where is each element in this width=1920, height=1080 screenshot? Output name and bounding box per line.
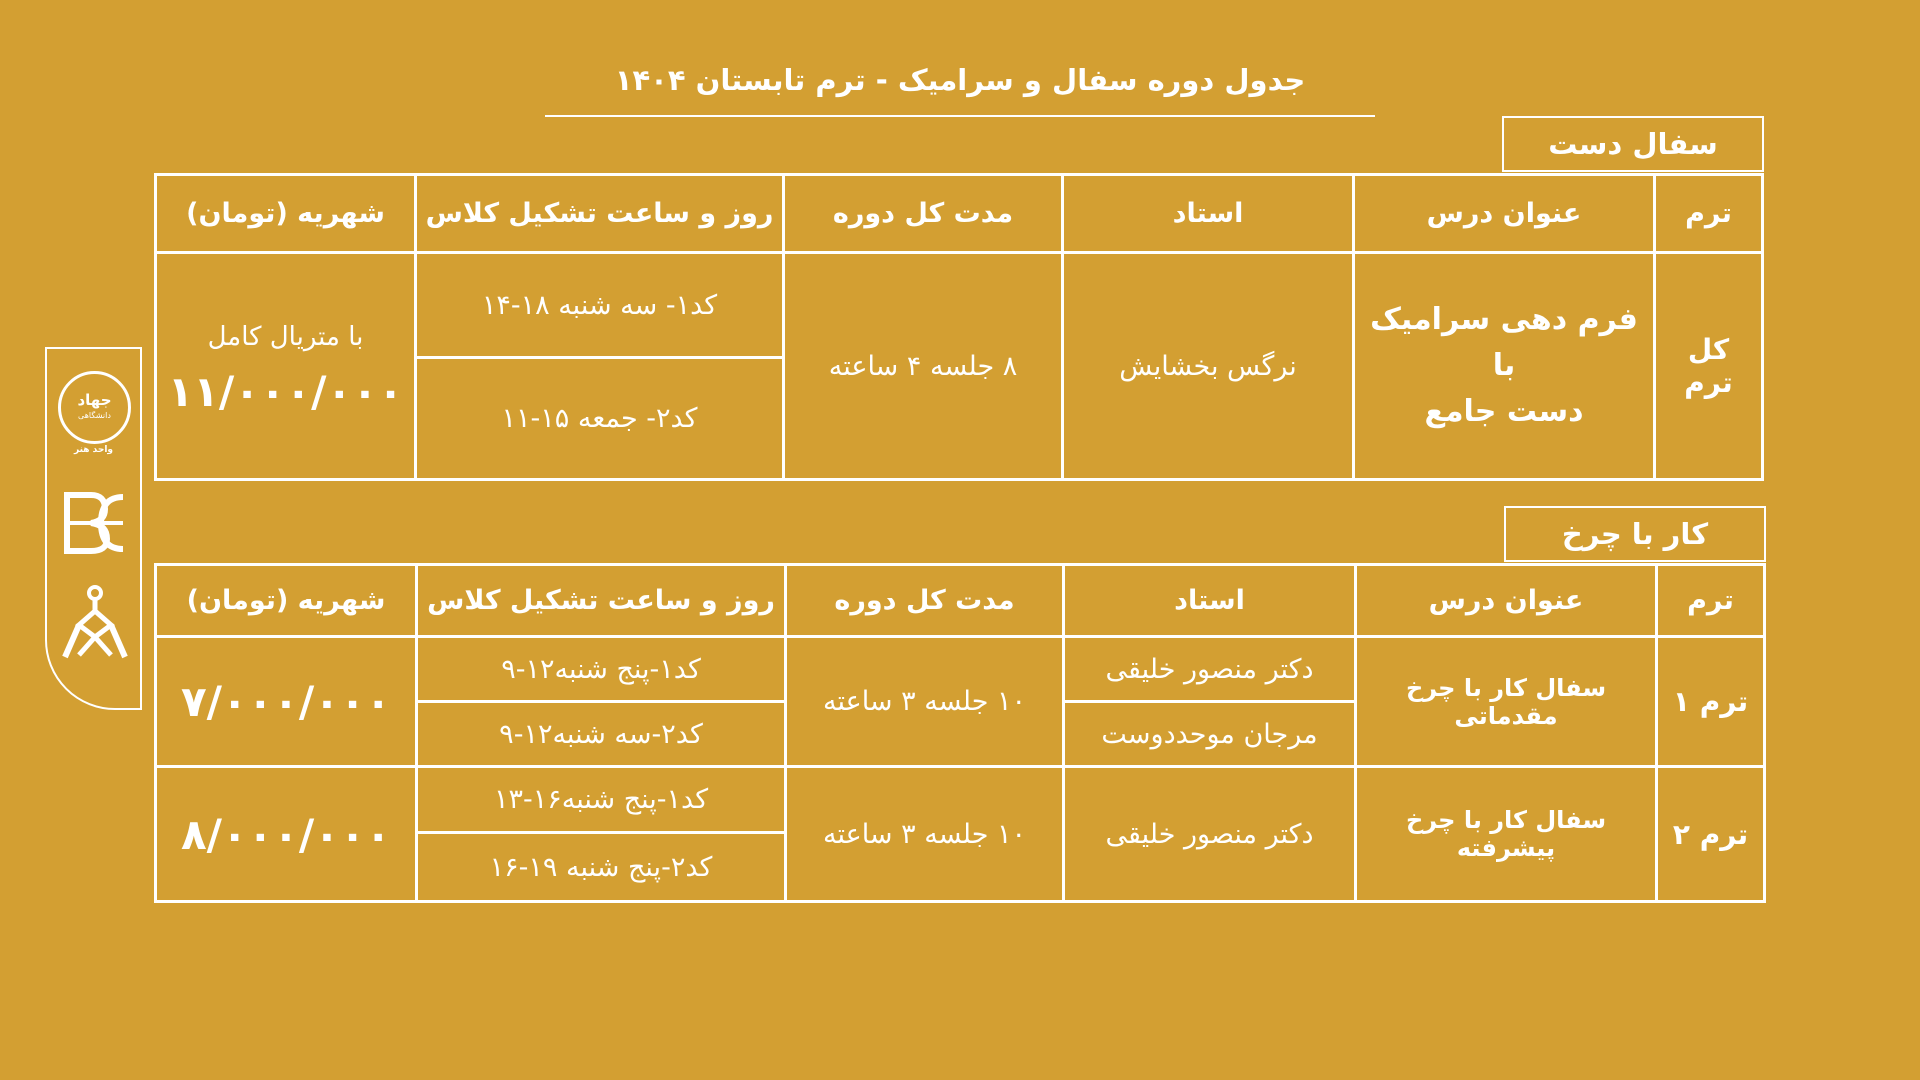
header-fee: شهریه (تومان) bbox=[186, 585, 386, 616]
header-course-title: عنوان درس bbox=[1426, 198, 1582, 229]
fee-amount: ۷/۰۰۰/۰۰۰ bbox=[180, 677, 392, 726]
schedule-slot: کد۱-پنج شنبه۱۶-۱۳ bbox=[493, 784, 709, 815]
fee-amount: ۸/۰۰۰/۰۰۰ bbox=[180, 809, 392, 859]
instructor-cell: دکتر منصور خلیقی bbox=[1105, 653, 1314, 685]
wheel-pottery-table bbox=[154, 563, 1766, 903]
instructor-cell: دکتر منصور خلیقی bbox=[1105, 818, 1314, 850]
fee-cell bbox=[157, 254, 414, 478]
term-cell: ترم ۱ bbox=[1672, 685, 1749, 718]
hand-pottery-table bbox=[154, 173, 1764, 481]
schedule-slot: کد۲-پنج شنبه ۱۹-۱۶ bbox=[489, 851, 713, 883]
header-schedule: روز و ساعت تشکیل کلاس bbox=[425, 198, 774, 229]
header-duration: مدت کل دوره bbox=[832, 198, 1014, 229]
header-duration: مدت کل دوره bbox=[834, 585, 1015, 616]
duration-cell: ۸ جلسه ۴ ساعته bbox=[828, 350, 1018, 382]
course-title-cell: سفال کار با چرخ مقدماتی bbox=[1405, 673, 1607, 730]
logo-badge-subtitle: دانشگاهی bbox=[78, 410, 111, 420]
instructor-cell: مرجان موحددوست bbox=[1101, 718, 1318, 750]
section-label-hand-pottery: سفال دست bbox=[1502, 116, 1764, 172]
header-schedule: روز و ساعت تشکیل کلاس bbox=[427, 585, 775, 616]
instructor-cell: نرگس بخشایش bbox=[1119, 350, 1297, 382]
schedule-slot: کد۲- جمعه ۱۵-۱۱ bbox=[501, 403, 698, 434]
term-cell: ترم ۲ bbox=[1672, 817, 1749, 851]
duration-cell: ۱۰ جلسه ۳ ساعته bbox=[822, 818, 1027, 850]
course-title-cell bbox=[1355, 254, 1653, 478]
header-fee: شهریه (تومان) bbox=[186, 198, 385, 229]
title-divider bbox=[545, 115, 1375, 117]
header-instructor: استاد bbox=[1172, 198, 1244, 229]
schedule-slot: کد۱- سه شنبه ۱۸-۱۴ bbox=[481, 289, 718, 321]
course-title-cell: سفال کار با چرخ پیشرفته bbox=[1405, 806, 1607, 862]
emblem-icon bbox=[58, 371, 131, 444]
header-course-title: عنوان درس bbox=[1428, 585, 1584, 616]
duration-cell: ۱۰ جلسه ۳ ساعته bbox=[822, 686, 1027, 717]
schedule-slot: کد۱-پنج شنبه۱۲-۹ bbox=[501, 653, 701, 685]
fee-amount: ۱۱/۰۰۰/۰۰۰ bbox=[167, 366, 404, 416]
schedule-slot: کد۲-سه شنبه۱۲-۹ bbox=[499, 718, 703, 750]
monogram-icon bbox=[61, 489, 129, 557]
header-term: ترم bbox=[1687, 585, 1734, 616]
course-title-line: دست جامع bbox=[1424, 394, 1584, 429]
section-label-wheel-pottery: کار با چرخ bbox=[1504, 506, 1766, 562]
header-term: ترم bbox=[1685, 198, 1732, 229]
compass-icon bbox=[61, 585, 129, 667]
logo-unit: واحد هنر bbox=[73, 445, 113, 455]
logo-panel bbox=[45, 347, 142, 710]
page-title: جدول دوره سفال و سرامیک - ترم تابستان ۱۴۰۴ bbox=[614, 63, 1306, 97]
term-cell: کل ترم bbox=[1684, 333, 1733, 399]
header-instructor: استاد bbox=[1174, 585, 1245, 616]
course-title-line: فرم دهی سرامیک با bbox=[1370, 302, 1638, 383]
logo-badge-title: جهاد bbox=[77, 390, 112, 409]
fee-note: با متریال کامل bbox=[207, 321, 364, 352]
